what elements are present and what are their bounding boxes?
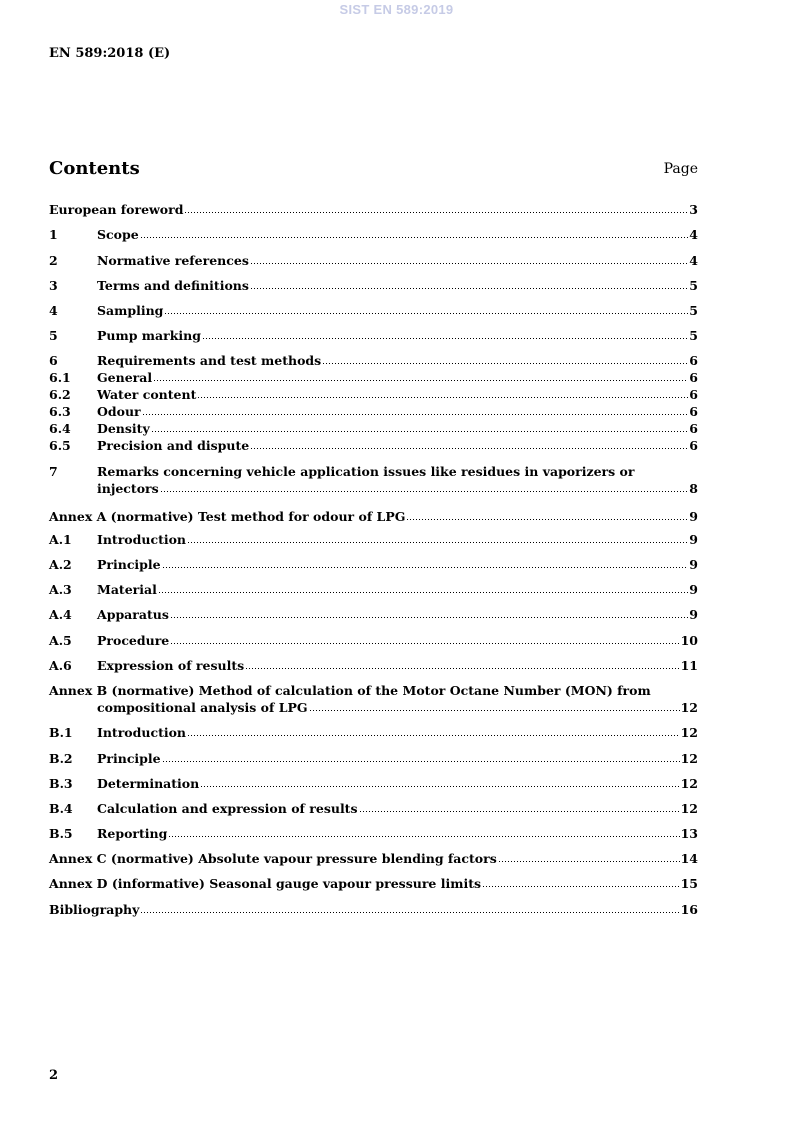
toc-entry[interactable] <box>49 801 698 817</box>
dot-leader <box>250 255 688 265</box>
toc-entry-title-continued: injectors <box>97 481 159 496</box>
toc-entry-page: 9 <box>689 582 698 597</box>
toc-entry[interactable] <box>49 438 698 454</box>
toc-entry-number: 7 <box>49 464 58 479</box>
dot-leader <box>170 609 688 619</box>
toc-entry-title: Principle <box>97 557 161 572</box>
watermark: SIST EN 589:2019 <box>339 2 454 17</box>
toc-entry[interactable] <box>49 851 698 867</box>
toc-entry-title: Material <box>97 582 157 597</box>
toc-entry[interactable] <box>49 751 698 767</box>
dot-leader <box>160 483 689 493</box>
toc-entry[interactable] <box>49 328 698 344</box>
toc-entry-title: Precision and dispute <box>97 438 250 453</box>
toc-entry[interactable] <box>49 387 698 403</box>
toc-entry-page: 6 <box>689 404 698 419</box>
toc-entry-title: European foreword <box>49 202 184 217</box>
toc-entry-number: A.2 <box>49 557 72 572</box>
toc-entry-title: Annex B (normative) Method of calculation of the Motor Octane Number (MON) from <box>49 683 651 698</box>
toc-entry-page: 14 <box>680 851 698 866</box>
toc-entry-title: Expression of results <box>97 658 245 673</box>
toc-entry-number: A.5 <box>49 633 72 648</box>
toc-entry[interactable] <box>49 278 698 294</box>
toc-entry-number: 6 <box>49 353 58 368</box>
toc-entry-page: 9 <box>689 509 698 524</box>
toc-entry-page: 6 <box>689 353 698 368</box>
toc-entry-title: Scope <box>97 227 139 242</box>
toc-entry-title: Principle <box>97 751 161 766</box>
page-column-label: Page <box>663 161 698 177</box>
toc-entry-title: Requirements and test methods <box>97 353 322 368</box>
toc-entry-number: 3 <box>49 278 58 293</box>
toc-entry-page: 15 <box>680 876 698 891</box>
toc-entry[interactable] <box>49 557 698 573</box>
toc-entry[interactable] <box>49 725 698 741</box>
dot-leader <box>168 828 679 838</box>
toc-entry-number: B.1 <box>49 725 73 740</box>
toc-entry-number: 6.1 <box>49 370 71 385</box>
toc-entry[interactable] <box>49 700 698 716</box>
toc-entry-title: Annex A (normative) Test method for odour of LPG <box>49 509 406 524</box>
toc-entry[interactable] <box>49 658 698 674</box>
toc-entry-page: 9 <box>689 532 698 547</box>
toc-entry-number: 6.3 <box>49 404 71 419</box>
dot-leader <box>151 423 689 433</box>
toc-entry-title: Remarks concerning vehicle application issues like residues in vaporizers or <box>97 464 635 479</box>
dot-leader <box>164 305 688 315</box>
toc-entry-title: Determination <box>97 776 200 791</box>
toc-entry[interactable] <box>49 353 698 369</box>
toc-entry-title: Introduction <box>97 532 187 547</box>
toc-entry-number: A.4 <box>49 607 72 622</box>
toc-entry-page: 16 <box>680 902 698 917</box>
toc-entry-page: 5 <box>689 328 698 343</box>
dot-leader <box>359 803 680 813</box>
toc-entry-page: 5 <box>689 303 698 318</box>
dot-leader <box>140 904 679 914</box>
toc-entry[interactable] <box>49 509 698 525</box>
footer-page-number: 2 <box>49 1068 59 1083</box>
dot-leader <box>140 229 689 239</box>
toc-entry-page: 11 <box>680 658 698 673</box>
toc-entry-number: B.3 <box>49 776 73 791</box>
dot-leader <box>200 778 679 788</box>
toc-entry[interactable] <box>49 902 698 918</box>
toc-entry[interactable] <box>49 876 698 892</box>
toc-entry[interactable] <box>49 532 698 548</box>
toc-entry-page: 5 <box>689 278 698 293</box>
toc-entry-page: 12 <box>680 801 698 816</box>
toc-entry[interactable] <box>49 421 698 437</box>
toc-entry-page: 9 <box>689 607 698 622</box>
toc-entry-number: 6.5 <box>49 438 71 453</box>
toc-entry[interactable] <box>49 776 698 792</box>
toc-entry[interactable] <box>49 202 698 218</box>
dot-leader <box>202 330 688 340</box>
toc-entry-title: Terms and definitions <box>97 278 249 293</box>
toc-entry-page: 12 <box>680 700 698 715</box>
toc-entry-line <box>49 683 698 699</box>
toc-entry-number: A.1 <box>49 532 72 547</box>
page-title: Contents <box>49 158 140 179</box>
dot-leader <box>250 440 688 450</box>
dot-leader <box>322 355 688 365</box>
toc-entry[interactable] <box>49 607 698 623</box>
toc-entry-number: B.2 <box>49 751 73 766</box>
dot-leader <box>184 204 688 214</box>
dot-leader <box>187 534 688 544</box>
toc-entry-number: A.6 <box>49 658 72 673</box>
toc-entry-number: 6.4 <box>49 421 71 436</box>
toc-entry-title: Procedure <box>97 633 170 648</box>
toc-entry-page: 3 <box>689 202 698 217</box>
dot-leader <box>498 853 680 863</box>
toc-entry-line <box>49 464 698 480</box>
toc-entry-title-continued: compositional analysis of LPG <box>97 700 308 715</box>
dot-leader <box>245 660 679 670</box>
toc-entry-title: Odour <box>97 404 141 419</box>
toc-entry-page: 4 <box>689 253 698 268</box>
toc-entry-page: 6 <box>689 438 698 453</box>
toc-entry-title: Annex D (informative) Seasonal gauge vapour pressure limits <box>49 876 482 891</box>
toc-entry-title: Sampling <box>97 303 164 318</box>
toc-entry[interactable] <box>49 633 698 649</box>
toc-entry-title: Pump marking <box>97 328 201 343</box>
toc-entry-page: 13 <box>680 826 698 841</box>
toc-entry-number: 4 <box>49 303 58 318</box>
toc-entry-page: 12 <box>680 776 698 791</box>
toc-entry[interactable] <box>49 370 698 386</box>
toc-entry-page: 8 <box>689 481 698 496</box>
toc-entry-title: Density <box>97 421 150 436</box>
toc-entry-title: Bibliography <box>49 902 140 917</box>
toc-entry-title: Introduction <box>97 725 187 740</box>
toc-entry-title: Normative references <box>97 253 249 268</box>
toc-entry-number: 1 <box>49 227 58 242</box>
toc-entry-page: 12 <box>680 751 698 766</box>
toc-entry[interactable] <box>49 227 698 243</box>
toc-entry-page: 12 <box>680 725 698 740</box>
dot-leader <box>170 635 679 645</box>
toc-entry-title: Calculation and expression of results <box>97 801 358 816</box>
toc-entry-page: 6 <box>689 370 698 385</box>
toc-entry-title: Reporting <box>97 826 168 841</box>
dot-leader <box>482 878 680 888</box>
toc-entry-page: 10 <box>680 633 698 648</box>
toc-entry-page: 4 <box>689 227 698 242</box>
dot-leader <box>142 406 689 416</box>
toc-entry-number: 5 <box>49 328 58 343</box>
toc-entry-title: General <box>97 370 153 385</box>
toc-entry-number: B.4 <box>49 801 73 816</box>
dot-leader <box>153 372 688 382</box>
toc-entry-number: 2 <box>49 253 58 268</box>
dot-leader <box>250 280 688 290</box>
toc-entry-page: 9 <box>689 557 698 572</box>
toc-entry-page: 6 <box>689 387 698 402</box>
dot-leader <box>197 389 688 399</box>
dot-leader <box>309 702 680 712</box>
toc-entry[interactable] <box>49 253 698 269</box>
toc-entry-title: Apparatus <box>97 607 169 622</box>
toc-entry[interactable] <box>49 582 698 598</box>
document-id: EN 589:2018 (E) <box>49 46 171 61</box>
dot-leader <box>158 584 688 594</box>
toc-entry-number: A.3 <box>49 582 72 597</box>
toc-entry[interactable] <box>49 303 698 319</box>
toc-entry[interactable] <box>49 826 698 842</box>
dot-leader <box>187 727 680 737</box>
dot-leader <box>162 753 680 763</box>
toc-entry-number: B.5 <box>49 826 73 841</box>
toc-entry-title: Annex C (normative) Absolute vapour pressure blending factors <box>49 851 497 866</box>
dot-leader <box>406 511 688 521</box>
dot-leader <box>162 559 689 569</box>
toc-entry-title: Water content <box>97 387 197 402</box>
toc-entry-page: 6 <box>689 421 698 436</box>
toc-entry[interactable] <box>49 481 698 497</box>
toc-entry[interactable] <box>49 404 698 420</box>
toc-entry-number: 6.2 <box>49 387 71 402</box>
